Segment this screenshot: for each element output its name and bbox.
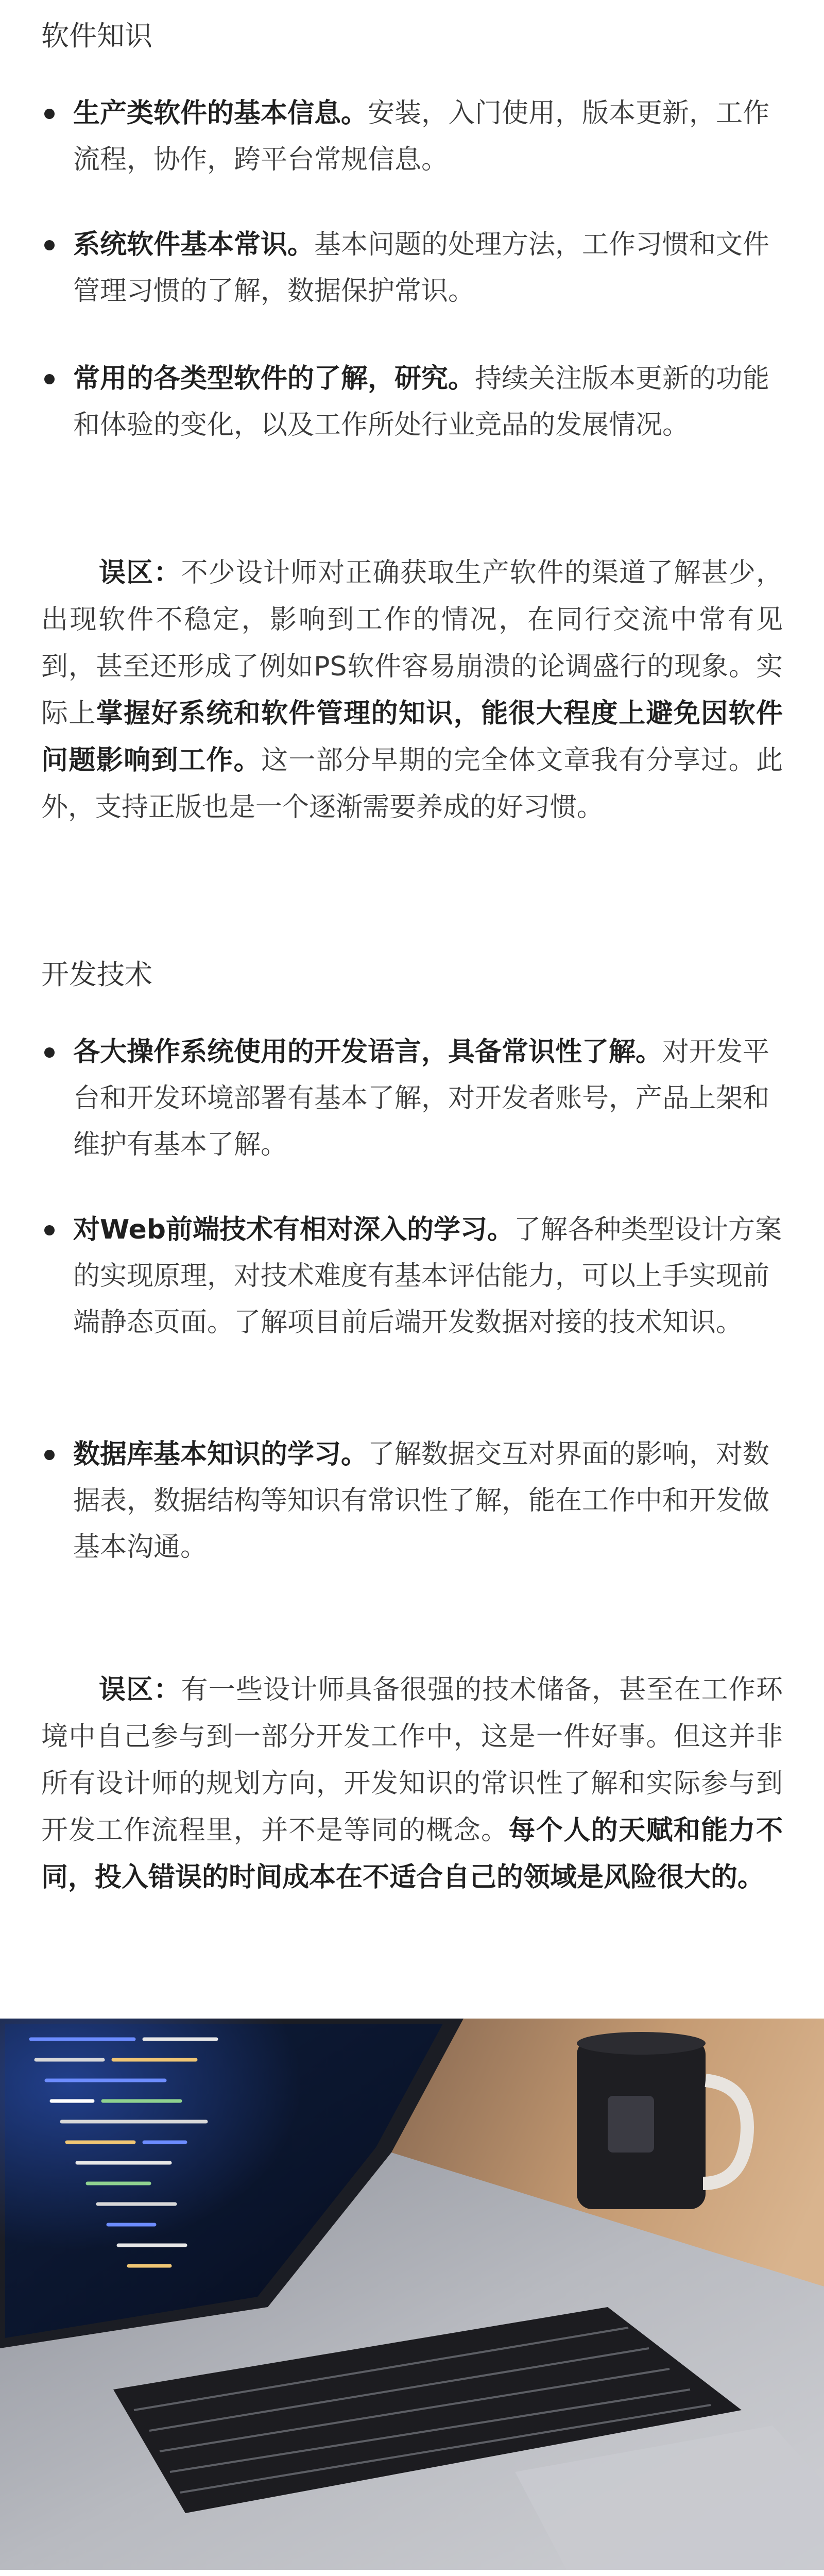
paragraph-bold: 掌握好系统和软件管理的知识，能很大程度上避免因软件问题影响到工作。 <box>41 698 783 776</box>
item-bold: 对Web前端技术有相对深入的学习。 <box>73 1214 514 1245</box>
item-text: 了解各种类型设计方案的实现原理，对技术难度有基本评估能力，可以上手实现前端静态页面。了解项目前后端开发数据对接的技术知识。 <box>73 1214 782 1338</box>
misconception-paragraph-software <box>41 550 783 831</box>
item-text: 对开发平台和开发环境部署有基本了解，对开发者账号，产品上架和维护有基本了解。 <box>73 1037 770 1160</box>
bullet-icon <box>44 1225 55 1235</box>
paragraph-text: 不少设计师对正确获取生产软件的渠道了解甚少，出现软件不稳定，影响到工作的情况，在同行交流中常有见到，甚至还形成了例如PS软件容易崩溃的论调盛行的现象。实际上 <box>41 557 783 729</box>
list-item <box>41 1029 783 1168</box>
item-text: 了解数据交互对界面的影响，对数据表，数据结构等知识有常识性了解，能在工作中和开发做基本沟通。 <box>73 1439 770 1563</box>
item-bold: 数据库基本知识的学习。 <box>73 1439 368 1470</box>
misconception-paragraph-development <box>41 1667 783 1901</box>
bullet-icon <box>44 1047 55 1058</box>
laptop-coding-photo <box>0 2019 824 2570</box>
item-bold: 常用的各类型软件的了解，研究。 <box>73 363 475 394</box>
list-item <box>41 1431 783 1570</box>
list-item <box>41 1207 783 1346</box>
list-item <box>41 90 783 183</box>
paragraph-bold: 每个人的天赋和能力不同，投入错误的时间成本在不适合自己的领域是风险很大的。 <box>41 1815 783 1893</box>
bullet-icon <box>44 1450 55 1460</box>
bullet-icon <box>44 240 55 250</box>
section-heading-development: 开发技术 <box>41 958 152 991</box>
item-bold: 系统软件基本常识。 <box>73 229 315 260</box>
paragraph-text: 这一部分早期的完全体文章我有分享过。此外，支持正版也是一个逐渐需要养成的好习惯。 <box>41 745 783 823</box>
item-bold: 各大操作系统使用的开发语言，具备常识性了解。 <box>73 1037 663 1067</box>
bullet-icon <box>44 374 55 384</box>
paragraph-text: 有一些设计师具备很强的技术储备，甚至在工作环境中自己参与到一部分开发工作中，这是一件好事。但这并非所有设计师的规划方向，开发知识的常识性了解和实际参与到开发工作流程里，并不是等同的概念。 <box>41 1674 783 1846</box>
bullet-icon <box>44 109 55 119</box>
misconception-label: 误区： <box>99 557 181 588</box>
list-item <box>41 355 783 448</box>
list-item <box>41 222 783 314</box>
section-heading-software: 软件知识 <box>41 20 152 52</box>
misconception-label: 误区： <box>99 1674 181 1705</box>
item-text: 基本问题的处理方法，工作习惯和文件管理习惯的了解，数据保护常识。 <box>73 229 770 307</box>
laptop-illustration <box>0 2019 824 2570</box>
item-text: 安装，入门使用，版本更新，工作流程，协作，跨平台常规信息。 <box>73 98 770 175</box>
item-bold: 生产类软件的基本信息。 <box>73 98 368 129</box>
item-text: 持续关注版本更新的功能和体验的变化，以及工作所处行业竞品的发展情况。 <box>73 363 770 440</box>
